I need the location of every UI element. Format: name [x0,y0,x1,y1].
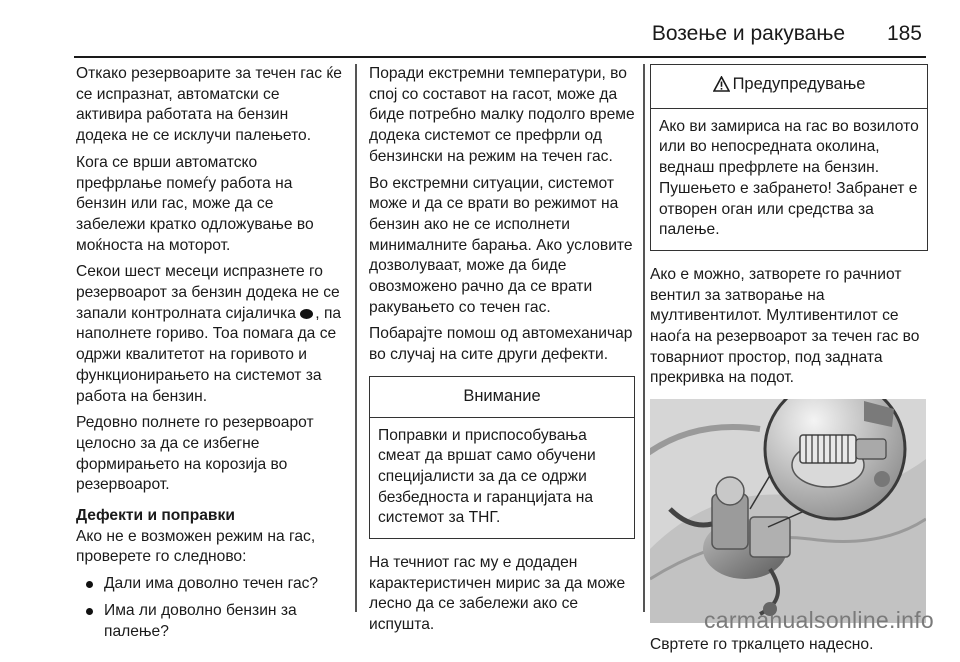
list-item-text: Дали има доволно течен гас? [104,575,319,593]
column-1 [76,64,342,648]
paragraph: Во екстремни ситуации, системот може и да се врати во режимот на бензин ако не се исполнети минималните барања. Ако условите дозволуваат, може да биде овозможено рачно да се врати ракувањето со течен гас. [369,174,633,316]
caution-body: Поправки и приспособувања смеат да вршат само обучени специјалисти за да се одржи безбедноста и гаранцијата на системот за ТНГ. [378,426,596,527]
page-number: 185 [886,22,922,45]
paragraph: Побарајте помош од автомеханичар во случај на сите други дефекти. [369,325,633,364]
page-header [652,22,922,46]
watermark: carmanualsonline.info [703,607,934,633]
paragraph: На течниот гас му е додаден карактеристичен мирис за да може лесно да се забележи ако се испушта. [369,554,626,634]
subheading: Дефекти и поправки [76,507,235,525]
bullet-icon [86,581,93,588]
list-item [76,574,342,595]
paragraph: Кога се врши автоматско префрлање помеѓу работа на бензин или гас, може да се забележи кратко одложување во моќноста на моторот. [76,153,314,254]
paragraph [76,262,342,407]
paragraph: Ако е можно, затворете го рачниот вентил за затворање на мултивентилот. Мултивентилот се наоѓа на резервоарот за течен гас во товарниот простор, под задната прекривка на подот. [650,265,920,387]
caution-title: Внимание [370,377,634,418]
column-divider [643,64,645,612]
warning-triangle-icon [713,76,730,98]
question-list [76,574,342,642]
paragraph-text: Секои шест месеци испразнете го резервоарот за бензин додека не се запали контролната сијаличка [76,263,340,322]
warning-box [650,64,928,251]
warning-title: Предупредување [732,75,866,93]
warning-title-row [651,65,927,109]
paragraph: Редовно полнете го резервоарот целосно за да се избегне формирањето на корозија во резервоарот. [76,414,314,494]
column-2 [369,64,635,642]
paragraph-text: , па наполнете гориво. Тоа помага да се одржи квалитетот на горивото и функционирањето на системот за работа на бензин. [76,304,342,405]
list-item-text: Има ли доволно бензин за палење? [104,601,297,640]
section-title: Возење и ракување [651,22,846,45]
paragraph: Ако не е возможен режим на гас, проверете го следново: [76,527,316,566]
column-divider [355,64,357,612]
lpg-multivalve-photo [650,399,926,623]
warning-body: Ако ви замириса на гас во возилото или во непосредната околина, веднаш префрлете на бензин. Пушењето е забрането! Забранет е отворен оган или средства за палење. [659,117,919,239]
paragraph: Откако резервоарите за течен гас ќе се испразнат, автоматски се активира работата на бензин додека не се исклучи палењето. [76,65,342,145]
header-rule [74,56,926,58]
list-item [76,601,342,642]
figure-caption: Свртете го тркалцето надесно. [650,636,874,654]
bullet-icon [86,608,93,615]
fuel-lpg-indicator-icon [300,309,313,319]
paragraph: Поради екстремни температури, во спој со составот на гасот, може да биде потребно малку подолго време додека системот се префрли од бензински на режим на течен гас. [369,65,635,165]
caution-box [369,376,635,539]
column-3 [650,64,928,662]
